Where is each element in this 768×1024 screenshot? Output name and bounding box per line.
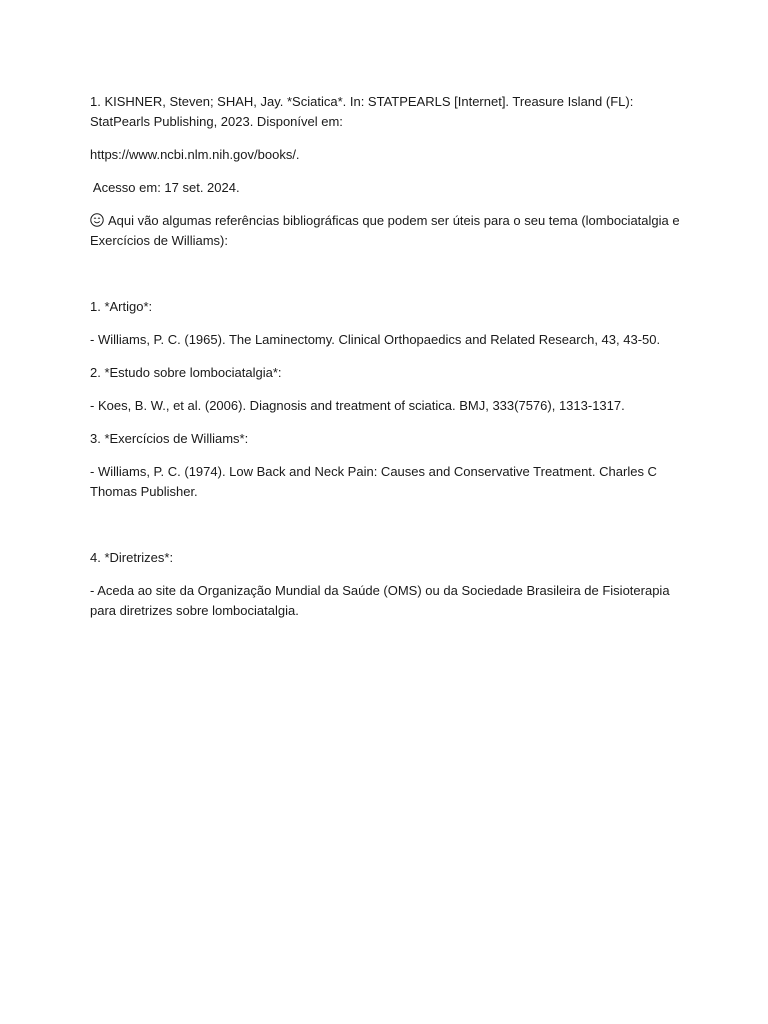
intro-paragraph [90, 211, 680, 251]
section-heading: 4. *Diretrizes*: [90, 550, 174, 565]
blank-line [90, 515, 680, 535]
reference-access-date: Acesso em: 17 set. 2024. [90, 180, 240, 195]
section-heading: 1. *Artigo*: [90, 299, 153, 314]
document-page [90, 92, 680, 634]
reference-url: https://www.ncbi.nlm.nih.gov/books/. [90, 147, 300, 162]
reference-item: - Williams, P. C. (1965). The Laminectomy. Clinical Orthopaedics and Related Research, 43, 43-50. [90, 332, 661, 347]
section-heading: 3. *Exercícios de Williams*: [90, 431, 249, 446]
reference-item: - Aceda ao site da Organização Mundial da Saúde (OMS) ou da Sociedade Brasileira de Fisioterapia para diretrizes sobre lombociatalgia. [90, 583, 670, 618]
reference-item: - Williams, P. C. (1974). Low Back and Neck Pain: Causes and Conservative Treatment. Charles C Thomas Publisher. [90, 464, 657, 499]
smiling-face-icon [90, 213, 104, 227]
reference-citation: 1. KISHNER, Steven; SHAH, Jay. *Sciatica*. In: STATPEARLS [Internet]. Treasure Island (FL): StatPearls Publishing, 2023. Disponível em: [90, 94, 634, 129]
section-heading: 2. *Estudo sobre lombociatalgia*: [90, 365, 282, 380]
reference-item: - Koes, B. W., et al. (2006). Diagnosis and treatment of sciatica. BMJ, 333(7576), 1313-1317. [90, 398, 625, 413]
blank-line [90, 264, 680, 284]
intro-text: Aqui vão algumas referências bibliográficas que podem ser úteis para o seu tema (lombociatalgia e Exercícios de Williams): [90, 213, 680, 248]
